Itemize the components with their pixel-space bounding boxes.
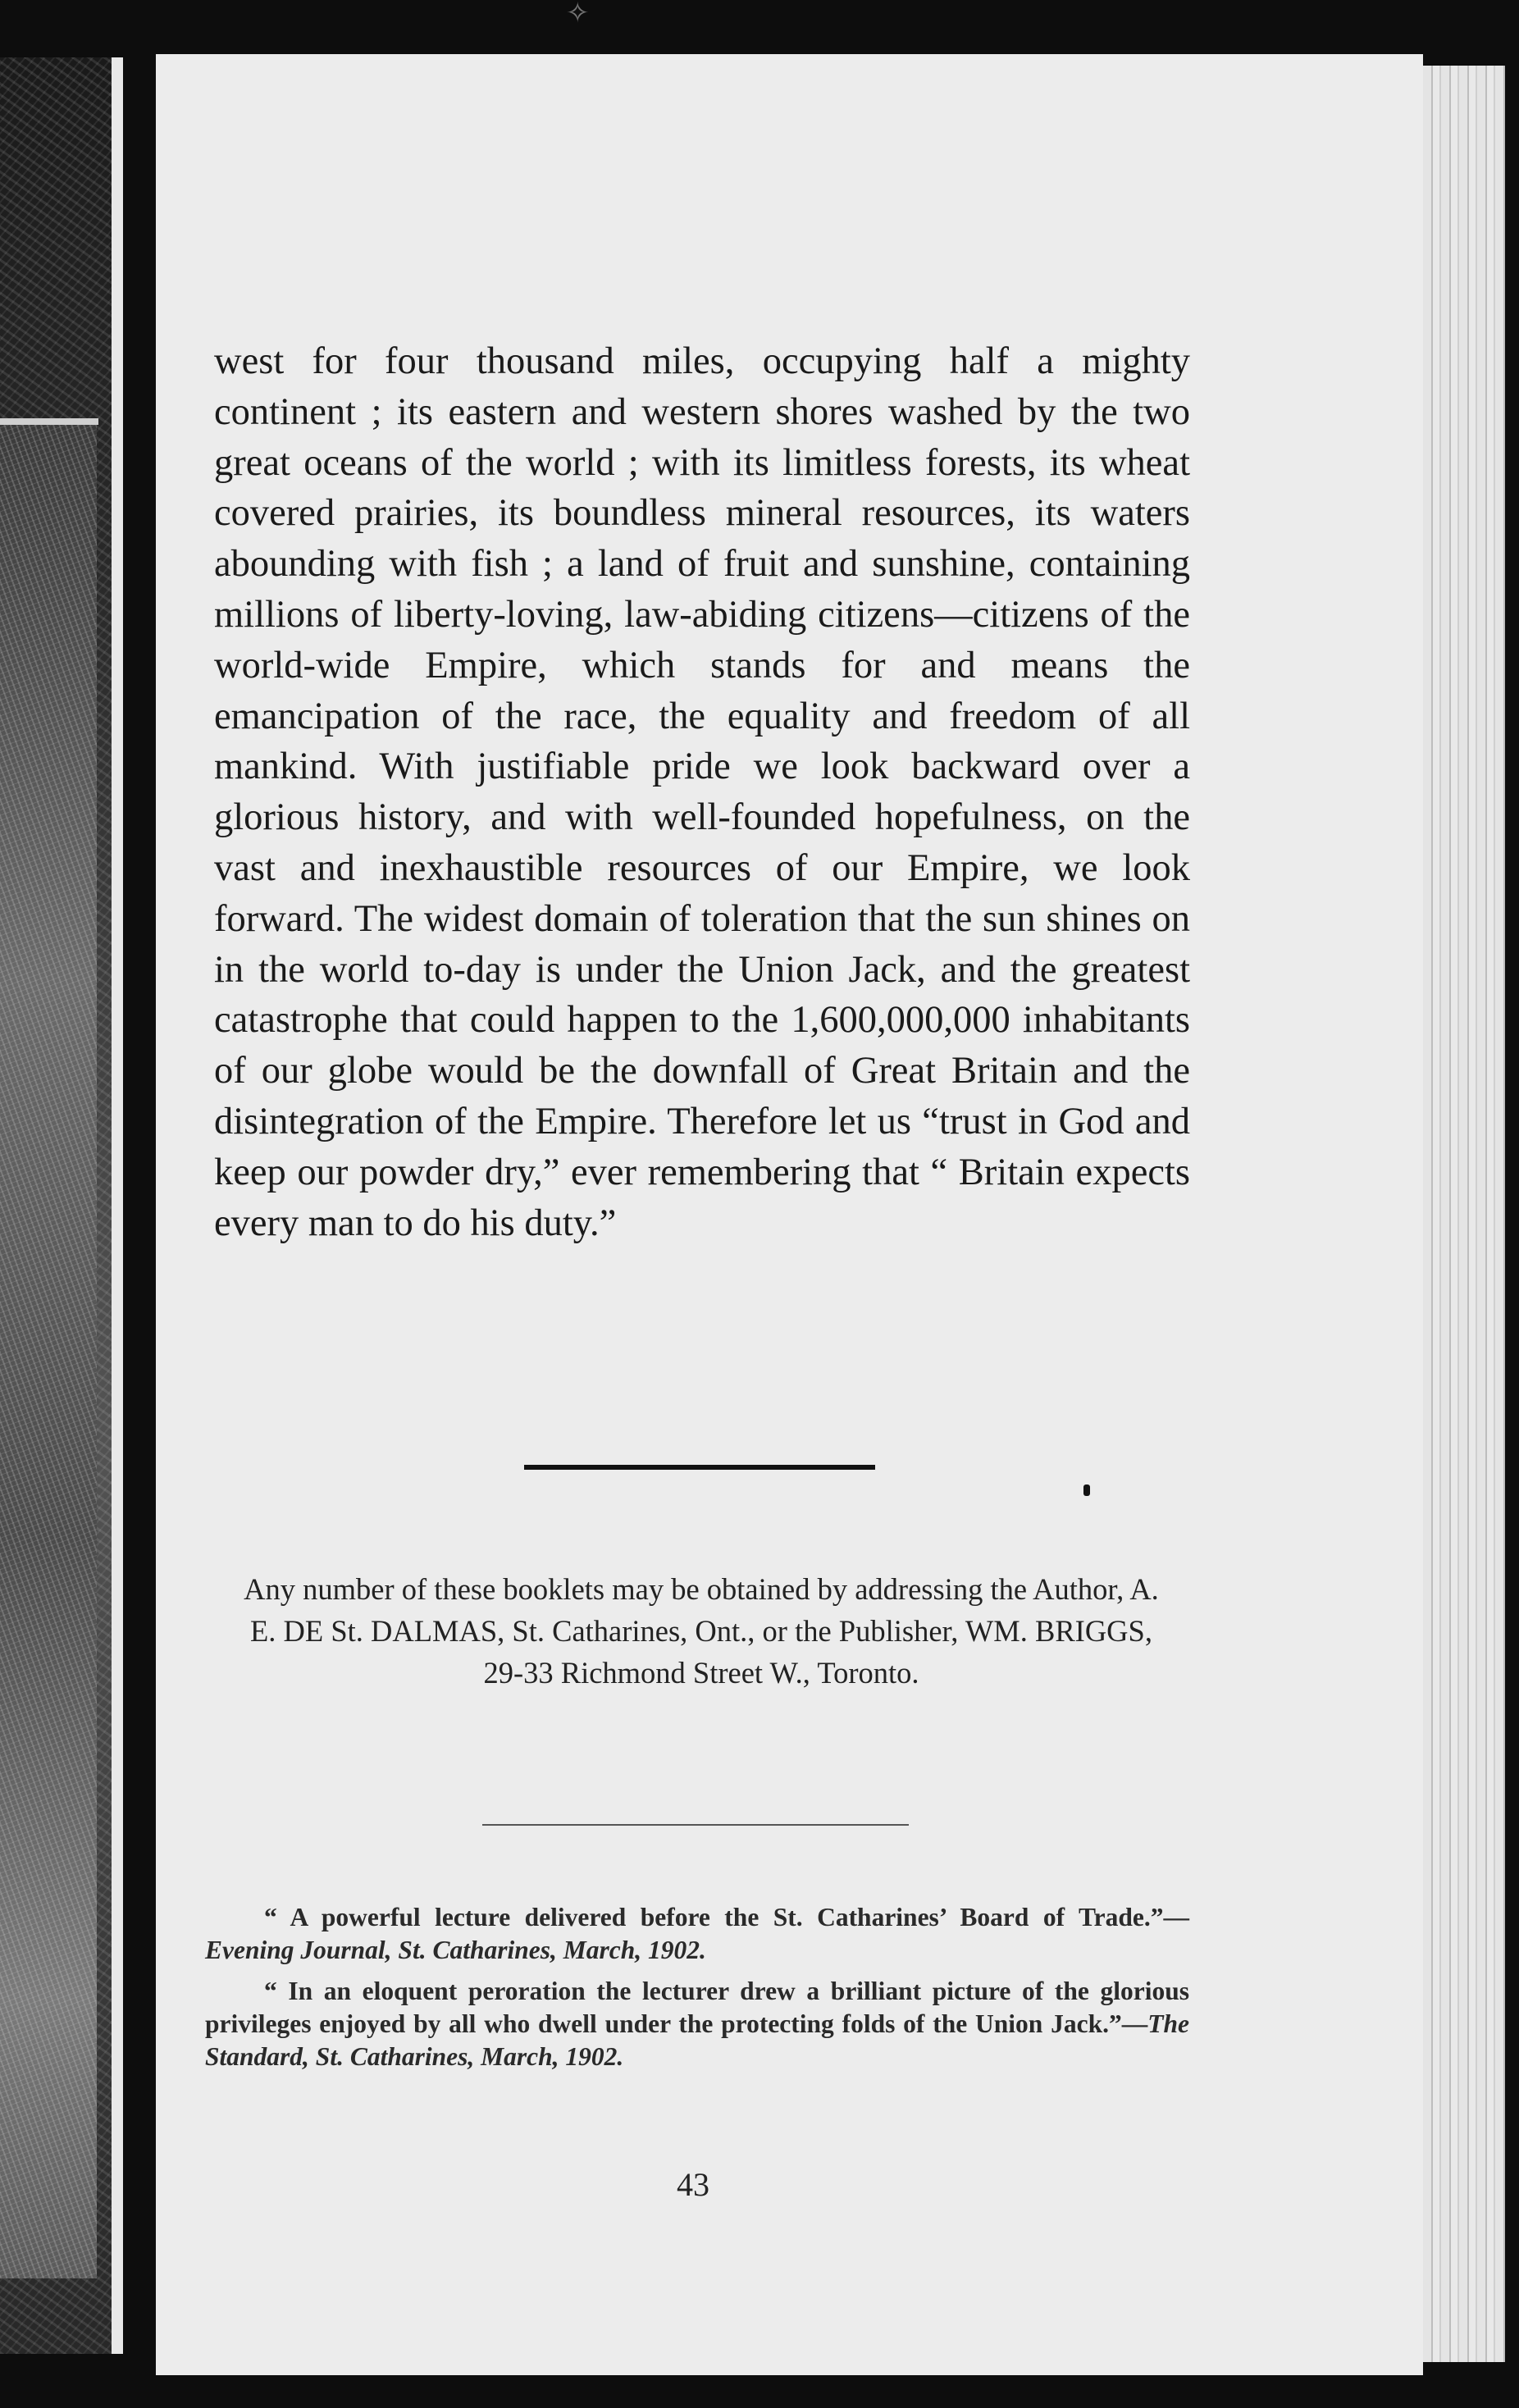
facing-page-edge bbox=[0, 57, 123, 2354]
quote-source: Evening Journal, St. Catharines, March, 1902. bbox=[205, 1936, 706, 1964]
section-divider bbox=[524, 1465, 875, 1470]
scan-mark-icon: ✧ bbox=[566, 0, 590, 29]
publisher-notice: Any number of these booklets may be obtained by addressing the Author, A. E. DE St. DALMAS, St. Catharines, Ont., or the Publisher, WM. BRIGGS, 29-33 Richmond Street W., Toronto. bbox=[244, 1572, 1159, 1690]
facing-page-margin bbox=[112, 57, 123, 2354]
notice-divider bbox=[482, 1824, 909, 1826]
press-quote bbox=[205, 1901, 1189, 1967]
press-quotes bbox=[205, 1901, 1189, 2082]
quote-source: The Standard, St. Catharines, March, 1902. bbox=[205, 2009, 1189, 2071]
page-number: 43 bbox=[677, 2166, 709, 2203]
page-stack-edges bbox=[1423, 66, 1505, 2362]
press-quote bbox=[205, 1975, 1189, 2073]
facing-page-illustration bbox=[0, 425, 97, 2278]
ink-dot bbox=[1083, 1484, 1090, 1496]
quote-text: “ A powerful lecture delivered before the St. Catharines’ Board of Trade.”— bbox=[264, 1903, 1189, 1931]
facing-page-plate-border bbox=[0, 418, 98, 425]
body-paragraph: west for four thousand miles, occupying half a mighty continent ; its eastern and western shores washed by the two great oceans of the world ; with its limitless forests, its wheat covered prairies, its boundless mineral resources, its waters abounding with fish ; a land of fruit and sunshine, containing millions of liberty-loving, law-abiding citizens—citizens of the world-wide Empire, which stands for and means the emancipation of the race, the equality and freedom of all mankind. With justifiable pride we look backward over a glorious history, and with well-founded hopefulness, on the vast and inexhaustible resources of our Empire, we look forward. The widest domain of toleration that the sun shines on in the world to-day is under the Union Jack, and the greatest catastrophe that could happen to the 1,600,000,000 inhabitants of our globe would be the downfall of Great Britain and the disintegration of the Empire. Therefore let us “trust in God and keep our powder dry,” ever remembering that “ Britain expects every man to do his duty.” bbox=[214, 340, 1190, 1244]
quote-text: “ In an eloquent peroration the lecturer drew a brilliant picture of the glorious privileges enjoyed by all who dwell under the protecting folds of the Union Jack.”— bbox=[205, 1977, 1189, 2038]
